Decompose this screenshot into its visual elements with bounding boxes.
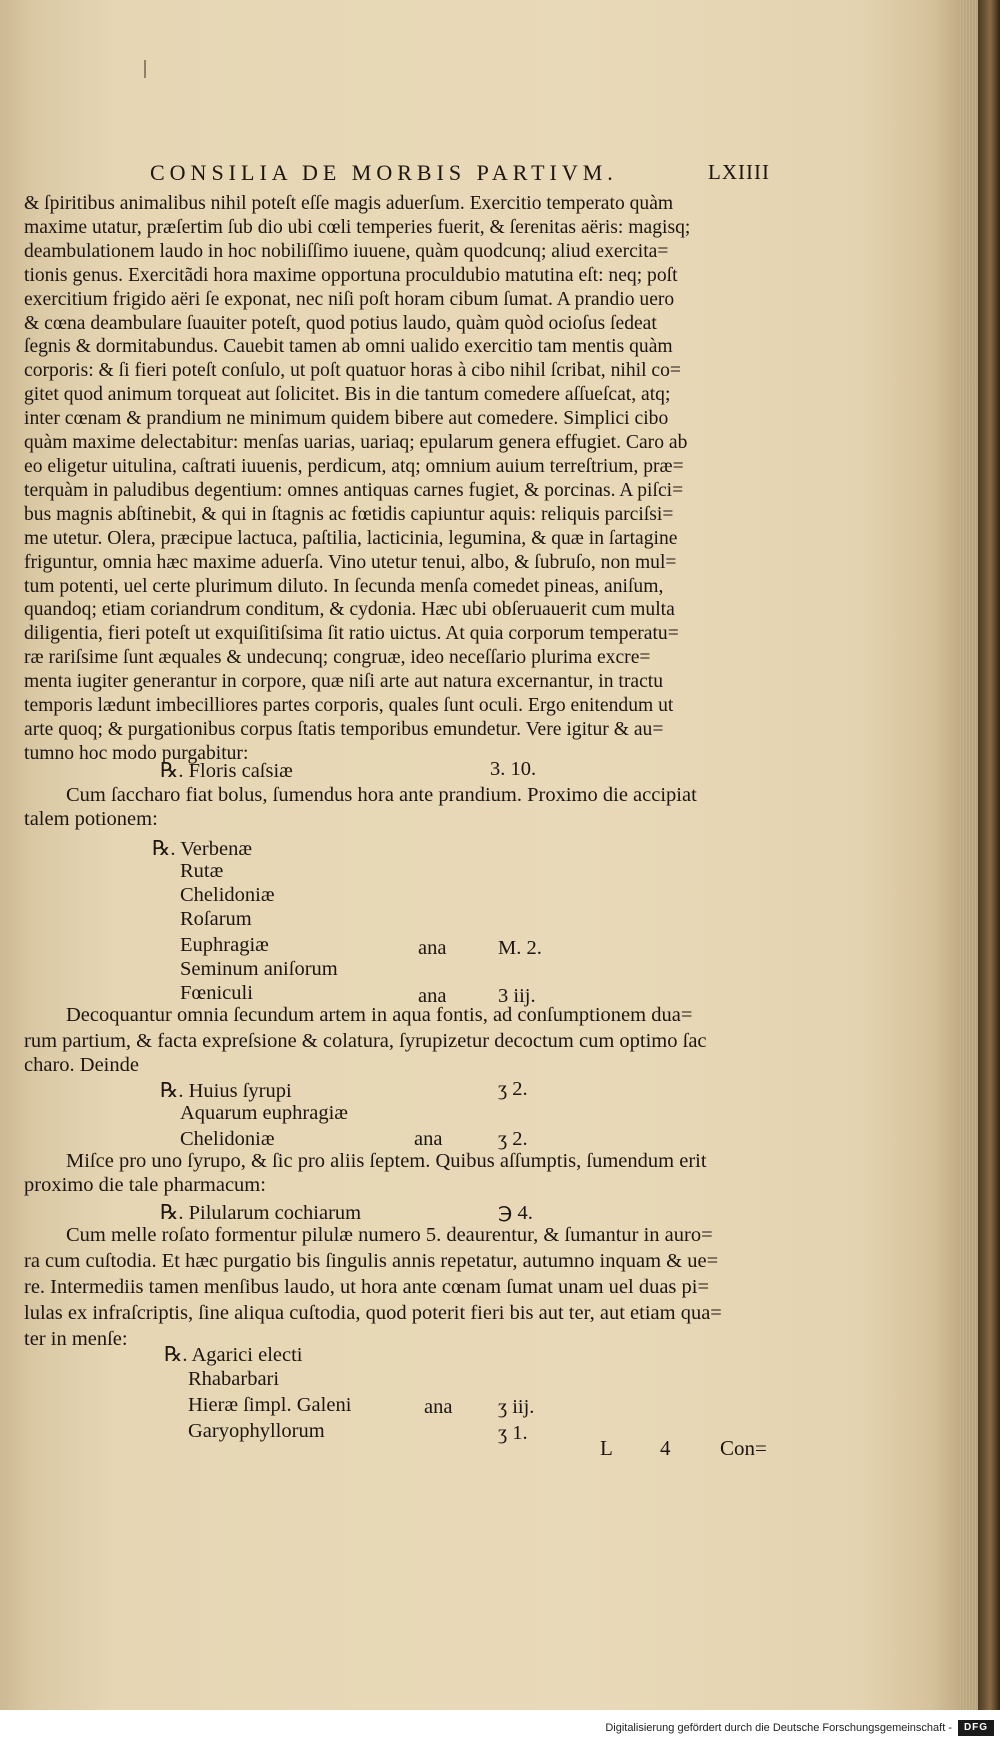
rx2-item: Chelidoniæ: [180, 884, 275, 906]
rx3-item: ℞. Huius ſyrupi: [160, 1080, 292, 1102]
rx4-item: ℞. Pilularum cochiarum: [160, 1202, 362, 1224]
para5-line-2: ra cum cuſtodia. Et hæc purgatio bis ſingulis annis repetatur, autumno inquam & ue=: [24, 1250, 719, 1272]
body-line: eo eligetur uitulina, caſtrati iuuenis, perdicum, atq; omnium auium terreſtrium, præ=: [24, 455, 684, 477]
book-spine: [978, 0, 1000, 1710]
body-line: & cœna deambulare ſuauiter poteſt, quod potius laudo, quàm quòd ocioſus ſedeat: [24, 312, 657, 334]
rx3-item: Chelidoniæ: [180, 1128, 275, 1150]
rx5-item: Hieræ ſimpl. Galeni: [188, 1394, 352, 1416]
rx5-qty-1: ʒ iij.: [498, 1396, 535, 1418]
body-line: ſegnis & dormitabundus. Cauebit tamen ab omni ualido exercitio tam mentis quàm: [24, 336, 673, 358]
rx2-item: Roſarum: [180, 908, 252, 930]
ink-mark: [144, 60, 146, 78]
rx5-item: Rhabarbari: [188, 1368, 280, 1390]
body-line: exercitium frigido aëri ſe exponat, nec niſi poſt horam cibum ſumat. A prandio uero: [24, 288, 675, 310]
body-line: tum potenti, uel certe plurimum diluto. In ſecunda menſa comedet pineas, aniſum,: [24, 575, 664, 597]
rx3-item: Aquarum euphragiæ: [180, 1102, 348, 1124]
dfg-logo-icon: DFG: [958, 1720, 994, 1736]
para5-line-1: Cum melle roſato formentur pilulæ numero 5. deaurentur, & ſumantur in auro=: [66, 1224, 713, 1246]
body-line: friguntur, omnia hæc maxime aduerſa. Vino utetur tenui, albo, & ſubruſo, non mul=: [24, 551, 677, 573]
rx2-ana-1: ana: [418, 937, 447, 959]
signature-number: 4: [660, 1436, 671, 1460]
para3-line-3: charo. Deinde: [24, 1054, 139, 1076]
rx4-qty: ℈ 4.: [498, 1202, 533, 1224]
rx3-qty-2: ʒ 2.: [498, 1128, 528, 1150]
para5-line-3: re. Intermediis tamen menſibus laudo, ut hora ante cœnam ſumat unam uel duas pi=: [24, 1276, 710, 1298]
para4-line-1: Miſce pro uno ſyrupo, & ſic pro aliis ſeptem. Quibus aſſumptis, ſumendum erit: [66, 1150, 707, 1172]
body-line: bus magnis abſtinebit, & qui in ſtagnis ac fœtidis capiuntur aquis: reliquis parciſsi=: [24, 503, 674, 525]
para3-line-2: rum partium, & facta expreſsione & colatura, ſyrupizetur decoctum cum optimo ſac: [24, 1030, 707, 1052]
para2-line-2: talem potionem:: [24, 808, 158, 830]
rx2-item: Fœniculi: [180, 982, 253, 1004]
body-line: maxime utatur, præſertim ſub dio ubi cœli temperies fuerit, & ſerenitas aëris: magisq;: [24, 216, 691, 238]
rx2-item: Euphragiæ: [180, 934, 269, 956]
para3-line-1: Decoquantur omnia ſecundum artem in aqua fontis, ad conſumptionem dua=: [66, 1004, 693, 1026]
rx3-ana: ana: [414, 1128, 443, 1150]
rx3-qty-1: ʒ 2.: [498, 1078, 528, 1100]
rx2-item: ℞. Verbenæ: [152, 838, 252, 860]
running-title: CONSILIA DE MORBIS PARTIVM.: [150, 160, 618, 185]
body-line: & ſpiritibus animalibus nihil poteſt eſſe magis aduerſum. Exercitio temperato quàm: [24, 193, 674, 214]
body-line: menta iugiter generantur in corpore, quæ niſi arte aut natura excernantur, in tractu: [24, 671, 664, 693]
signature-letter: L: [600, 1436, 613, 1460]
rx5-qty-2: ʒ 1.: [498, 1422, 528, 1444]
digitization-credit: Digitalisierung gefördert durch die Deutsche Forschungsgemeinschaft -: [605, 1722, 952, 1734]
rx2-item: Rutæ: [180, 860, 224, 882]
body-line: tionis genus. Exercitãdi hora maxime opportuna proculdubio matutina eſt: neq; poſt: [24, 264, 678, 286]
body-line: gitet quod animum torqueat aut ſolicitet. Bis in die tantum comedere aſſueſcat, atq;: [24, 384, 671, 406]
folio-number: LXIIII: [708, 160, 770, 184]
page-edges: [960, 0, 978, 1710]
body-line: temporis lædunt imbecilliores partes corporis, quales ſunt oculi. Ergo enitendum ut: [24, 695, 674, 717]
body-line: arte quoq; & purgationibus corpus ſtatis temporibus emundetur. Vere igitur & au=: [24, 718, 664, 740]
rx5-item: Garyophyllorum: [188, 1420, 325, 1442]
rx1-item: ℞. Floris caſsiæ: [160, 760, 293, 782]
rx2-ana-2: ana: [418, 985, 447, 1007]
para2-line-1: Cum ſaccharo fiat bolus, ſumendus hora ante prandium. Proximo die accipiat: [66, 784, 697, 806]
body-line: diligentia, fieri poteſt ut exquiſitiſsima ſit ratio uictus. At quia corporum temperatu=: [24, 623, 679, 645]
para4-line-2: proximo die tale pharmacum:: [24, 1174, 266, 1196]
rx5-item: ℞. Agarici electi: [164, 1344, 303, 1366]
main-paragraph: [24, 192, 764, 766]
para5-line-5: ter in menſe:: [24, 1328, 128, 1350]
body-line: me utetur. Olera, præcipue lactuca, paſtilia, lacticinia, legumina, & quæ in ſartagine: [24, 527, 678, 549]
body-line: corporis: & ſi fieri poteſt conſulo, ut poſt quatuor horas à cibo nihil ſcribat, nihil co=: [24, 360, 681, 382]
rx5-ana: ana: [424, 1396, 453, 1418]
catchword: Con=: [720, 1436, 767, 1460]
rx2-qty-2: 3 iij.: [498, 985, 536, 1007]
body-line: quandoq; etiam coriandrum conditum, & cydonia. Hæc ubi obſeruauerit cum multa: [24, 599, 675, 621]
body-line: deambulationem laudo in hoc nobiliſſimo iuuene, quàm quodcunq; aliud exercita=: [24, 240, 669, 262]
body-line: terquàm in paludibus degentium: omnes antiquas carnes fugiet, & porcinas. A piſci=: [24, 479, 684, 501]
body-line: tumno hoc modo purgabitur:: [24, 742, 249, 764]
rx2-qty-1: M. 2.: [498, 937, 542, 959]
rx1-qty: 3. 10.: [490, 758, 537, 780]
body-line: inter cœnam & prandium ne minimum quidem bibere aut comedere. Simplici cibo: [24, 408, 669, 430]
rx2-item: Seminum aniſorum: [180, 958, 338, 980]
body-line: ræ rariſsime ſunt æquales & undecunq; congruæ, ideo neceſſario plurima excre=: [24, 647, 651, 669]
para5-line-4: lulas ex infraſcriptis, ſine aliqua cuſtodia, quod poterit fieri bis aut ter, aut etiam qua=: [24, 1302, 722, 1324]
body-line: quàm maxime delectabitur: menſas uarias, uariaq; epularum genera effugiet. Caro ab: [24, 432, 688, 454]
